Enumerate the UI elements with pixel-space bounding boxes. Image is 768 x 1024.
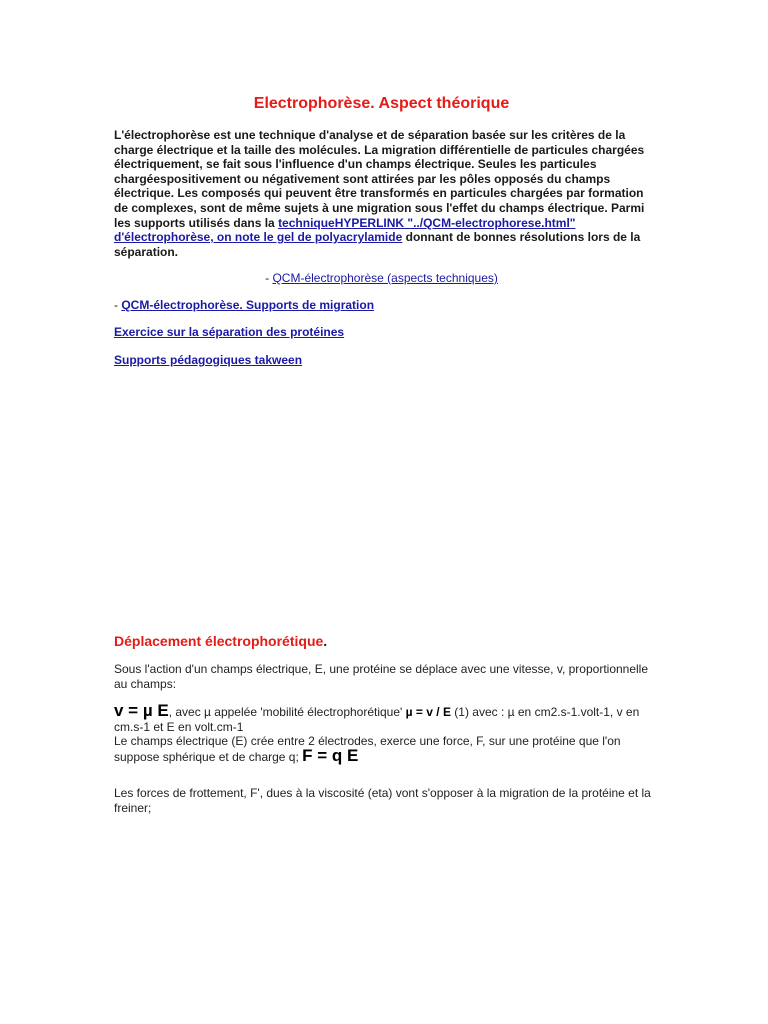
- mobilite-text-a: , avec µ appelée 'mobilité électrophorétique': [168, 705, 406, 719]
- paragraph-mobilite: [114, 701, 654, 765]
- qcm-techniques-link[interactable]: QCM-électrophorèse (aspects techniques): [272, 271, 498, 285]
- section-title: [114, 633, 327, 649]
- supports-pedagogiques-line: [114, 353, 302, 367]
- exercice-link[interactable]: Exercice sur la séparation des protéines: [114, 325, 345, 339]
- qcm-supports-link[interactable]: QCM-électrophorèse. Supports de migration: [121, 298, 375, 312]
- mobilite-text-b: (1) avec : µ en cm2.s-1.volt-1, v en cm.s-1 et E en volt.cm-1: [114, 705, 640, 734]
- intro-text-end: donnant de bonnes résolutions lors de la séparation.: [114, 230, 641, 259]
- formula-f: F = q E: [302, 745, 359, 765]
- section-title-punct: .: [323, 633, 328, 649]
- page-title: Electrophorèse. Aspect théorique: [253, 95, 510, 112]
- intro-text: L'électrophorèse est une technique d'analyse et de séparation basée sur les critères de la charge électrique et la taille des molécules. La migration différentielle de particules chargées électriquement, se fait sous l'influence d'un champs électrique. Seules les particules chargéespositivement ou négativement sont attirées par les pôles opposés du champs électrique. Les composés qui peuvent être transformés en particules chargées par formation de complexes, sont de même sujets à une migration sous l'effet du champs électrique. Parmi les supports utilisés dans la: [114, 128, 645, 230]
- formula-v: v = µ E: [114, 701, 169, 720]
- force-text: Le champs électrique (E) crée entre 2 électrodes, exerce une force, F, sur une protéine que l'on suppose sphérique et de charge q;: [114, 734, 621, 764]
- formula-mu: µ = v / E: [405, 705, 451, 719]
- paragraph-frottement: Les forces de frottement, F', dues à la viscosité (eta) vont s'opposer à la migration de la protéine et la freiner;: [114, 786, 651, 815]
- exercice-line: [114, 325, 344, 339]
- qcm-techniques-line: [114, 271, 649, 285]
- intro-paragraph: [114, 128, 649, 259]
- qcm-supports-line: [114, 298, 374, 312]
- supports-pedagogiques-link[interactable]: Supports pédagogiques takween: [114, 353, 303, 367]
- dash-prefix: -: [114, 298, 122, 312]
- section-title-text: Déplacement électrophorétique: [114, 633, 324, 649]
- dash-prefix: -: [265, 271, 273, 285]
- technique-link[interactable]: techniqueHYPERLINK "../QCM-electrophorese.html" d'électrophorèse, on note le gel de polyacrylamide: [114, 215, 576, 245]
- paragraph-champs: Sous l'action d'un champs électrique, E, une protéine se déplace avec une vitesse, v, proportionnelle au champs:: [114, 662, 649, 691]
